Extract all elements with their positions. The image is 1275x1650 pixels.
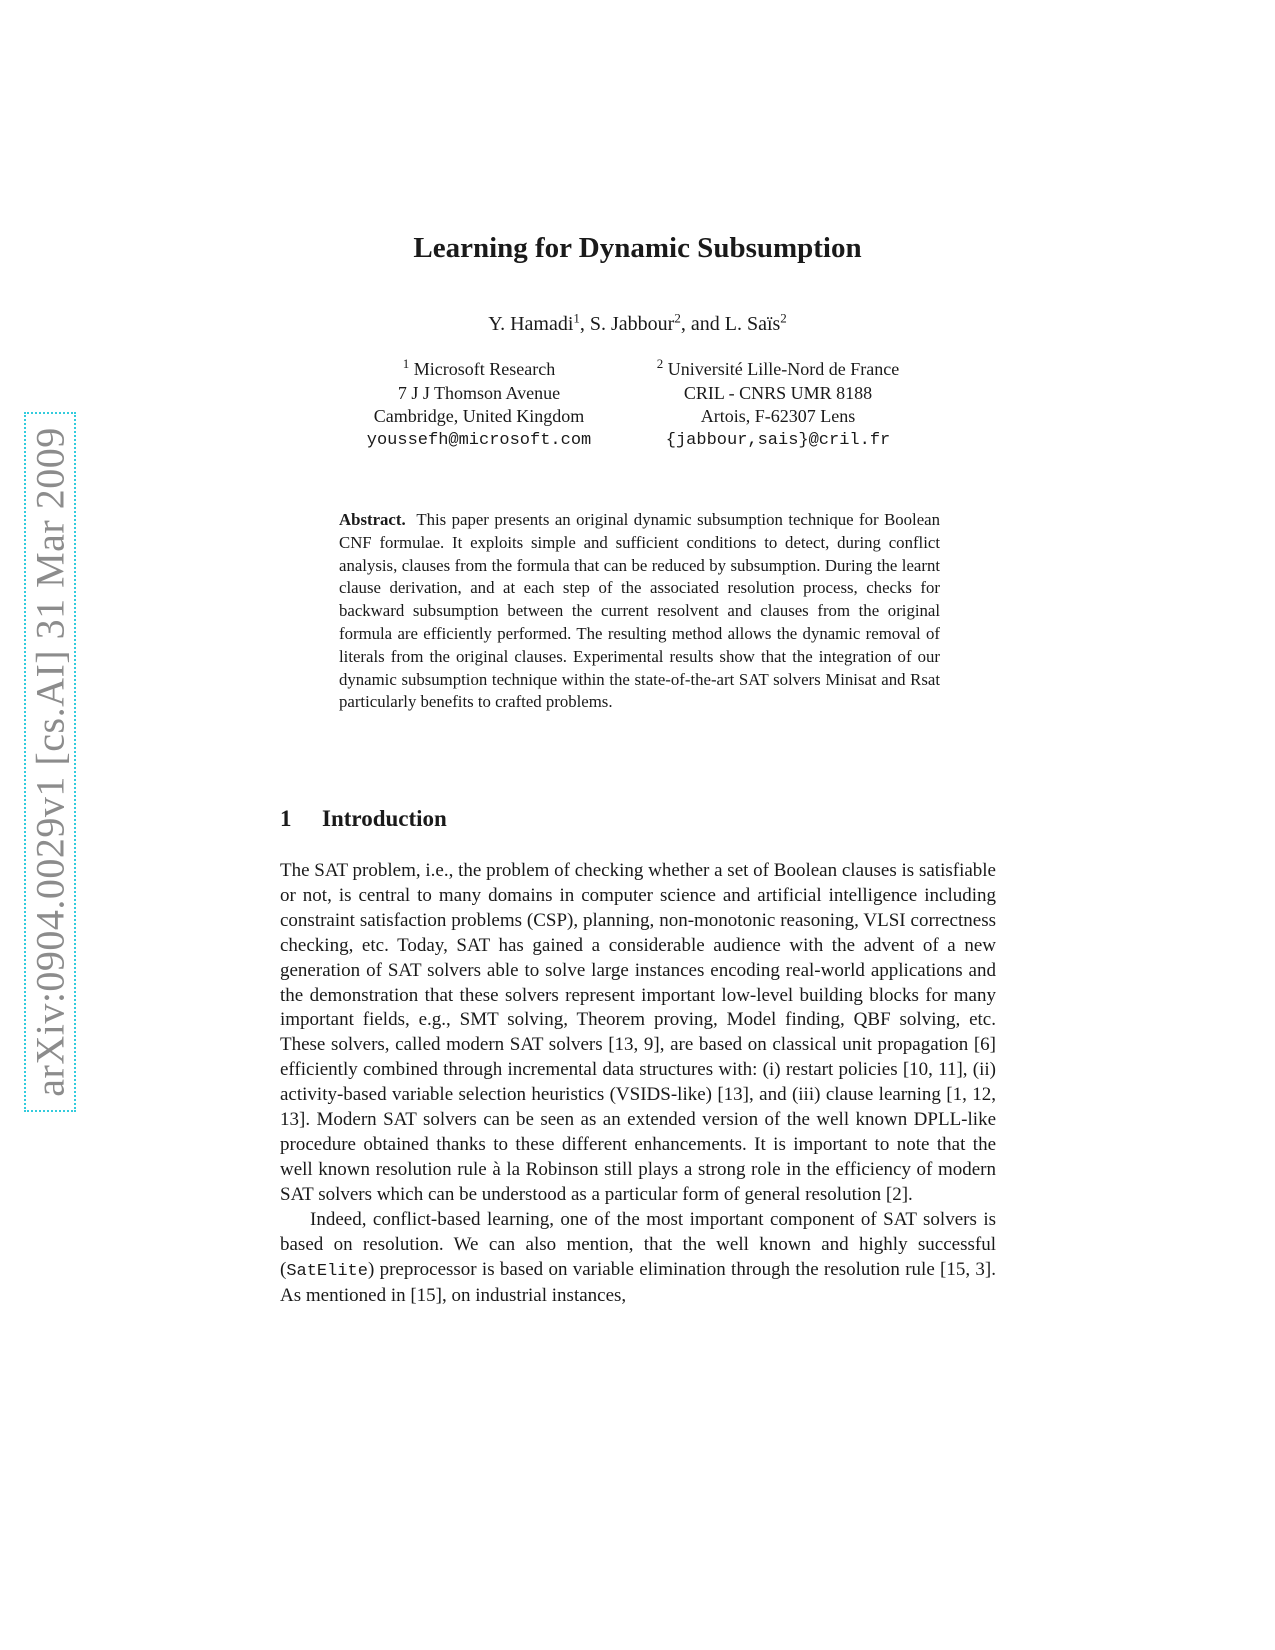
affiliation-line: 7 J J Thomson Avenue <box>397 382 561 403</box>
author-separator: , and <box>680 313 725 335</box>
paragraph-text: Indeed, conflict-based learning, one of the most important component of SAT solvers is based on resolution. We can also mention, that the well known and highly successful ( <box>280 1208 996 1280</box>
author-list <box>0 310 1275 336</box>
affiliation-lille <box>628 358 928 452</box>
section-title: Introduction <box>322 806 447 831</box>
affiliation-microsoft <box>354 358 604 452</box>
affiliation-line <box>628 358 928 382</box>
affiliation-line: Artois, F-62307 Lens <box>700 406 856 426</box>
author-name: S. Jabbour <box>589 313 675 335</box>
body-paragraph: The SAT problem, i.e., the problem of checking whether a set of Boolean clauses is satisfiable or not, is central to many domains in computer science and artificial intelligence including constraint satisfaction problems (CSP), planning, non-monotonic reasoning, VLSI correctness checking, etc. Today, SAT has gained a considerable audience with the advent of a new generation of SAT solvers able to solve large instances encoding real-world applications and the demonstration that these solvers represent important low-level building blocks for many important fields, e.g., SMT solving, Theorem proving, Model finding, QBF solving, etc. These solvers, called modern SAT solvers [13, 9], are based on classical unit propagation [6] efficiently combined through incremental data structures with: (i) restart policies [10, 11], (ii) activity-based variable selection heuristics (VSIDS-like) [13], and (iii) clause learning [1, 12, 13]. Modern SAT solvers can be seen as an extended version of the well known DPLL-like procedure obtained thanks to these different enhancements. It is important to note that the well known resolution rule à la Robinson still plays a strong role in the efficiency of modern SAT solvers which can be understood as a particular form of general resolution [2]. <box>280 860 996 1205</box>
inline-code: SatElite <box>286 1261 368 1281</box>
affiliation-line: Cambridge, United Kingdom <box>373 406 585 426</box>
abstract <box>339 509 940 714</box>
author-affil-mark: 2 <box>780 310 787 326</box>
affiliation-line: CRIL - CNRS UMR 8188 <box>683 382 873 403</box>
body-paragraph <box>280 1208 996 1310</box>
affiliation-email: youssefh@microsoft.com <box>366 430 592 450</box>
arxiv-stamp <box>24 412 76 1112</box>
affiliation-name: Université Lille-Nord de France <box>667 359 900 379</box>
author-affil-mark: 2 <box>674 310 681 326</box>
paper-title: Learning for Dynamic Subsumption <box>413 232 862 264</box>
affiliation-email: {jabbour,sais}@cril.fr <box>665 430 891 450</box>
abstract-text: This paper presents an original dynamic subsumption technique for Boolean CNF formulae. It exploits simple and sufficient conditions to detect, during conflict analysis, clauses from the formula that can be reduced by subsumption. During the learnt clause derivation, and at each step of the associated resolution process, checks for backward subsumption between the current resolvent and clauses from the original formula are efficiently performed. The resulting method allows the dynamic removal of literals from the original clauses. Experimental results show that the integration of our dynamic subsumption technique within the state-of-the-art SAT solvers Minisat and Rsat particularly benefits to crafted problems. <box>339 510 940 712</box>
author-name: L. Saïs <box>724 313 781 335</box>
section-heading <box>280 806 447 832</box>
section-body <box>280 859 996 1309</box>
paragraph-text: ) preprocessor is based on variable elimination through the resolution rule [15, 3]. As mentioned in [15], on industrial instances, <box>280 1258 996 1307</box>
affiliation-mark: 1 <box>402 356 410 371</box>
arxiv-stamp-text: arXiv:0904.0029v1 [cs.AI] 31 Mar 2009 <box>27 427 73 1097</box>
section-number: 1 <box>280 806 292 831</box>
affiliation-name: Microsoft Research <box>413 359 556 379</box>
author-separator: , <box>579 313 590 335</box>
author-name: Y. Hamadi <box>488 313 574 335</box>
abstract-label: Abstract. <box>339 510 406 529</box>
author-affil-mark: 1 <box>573 310 580 326</box>
affiliation-line <box>354 358 604 382</box>
affiliation-mark: 2 <box>656 356 664 371</box>
